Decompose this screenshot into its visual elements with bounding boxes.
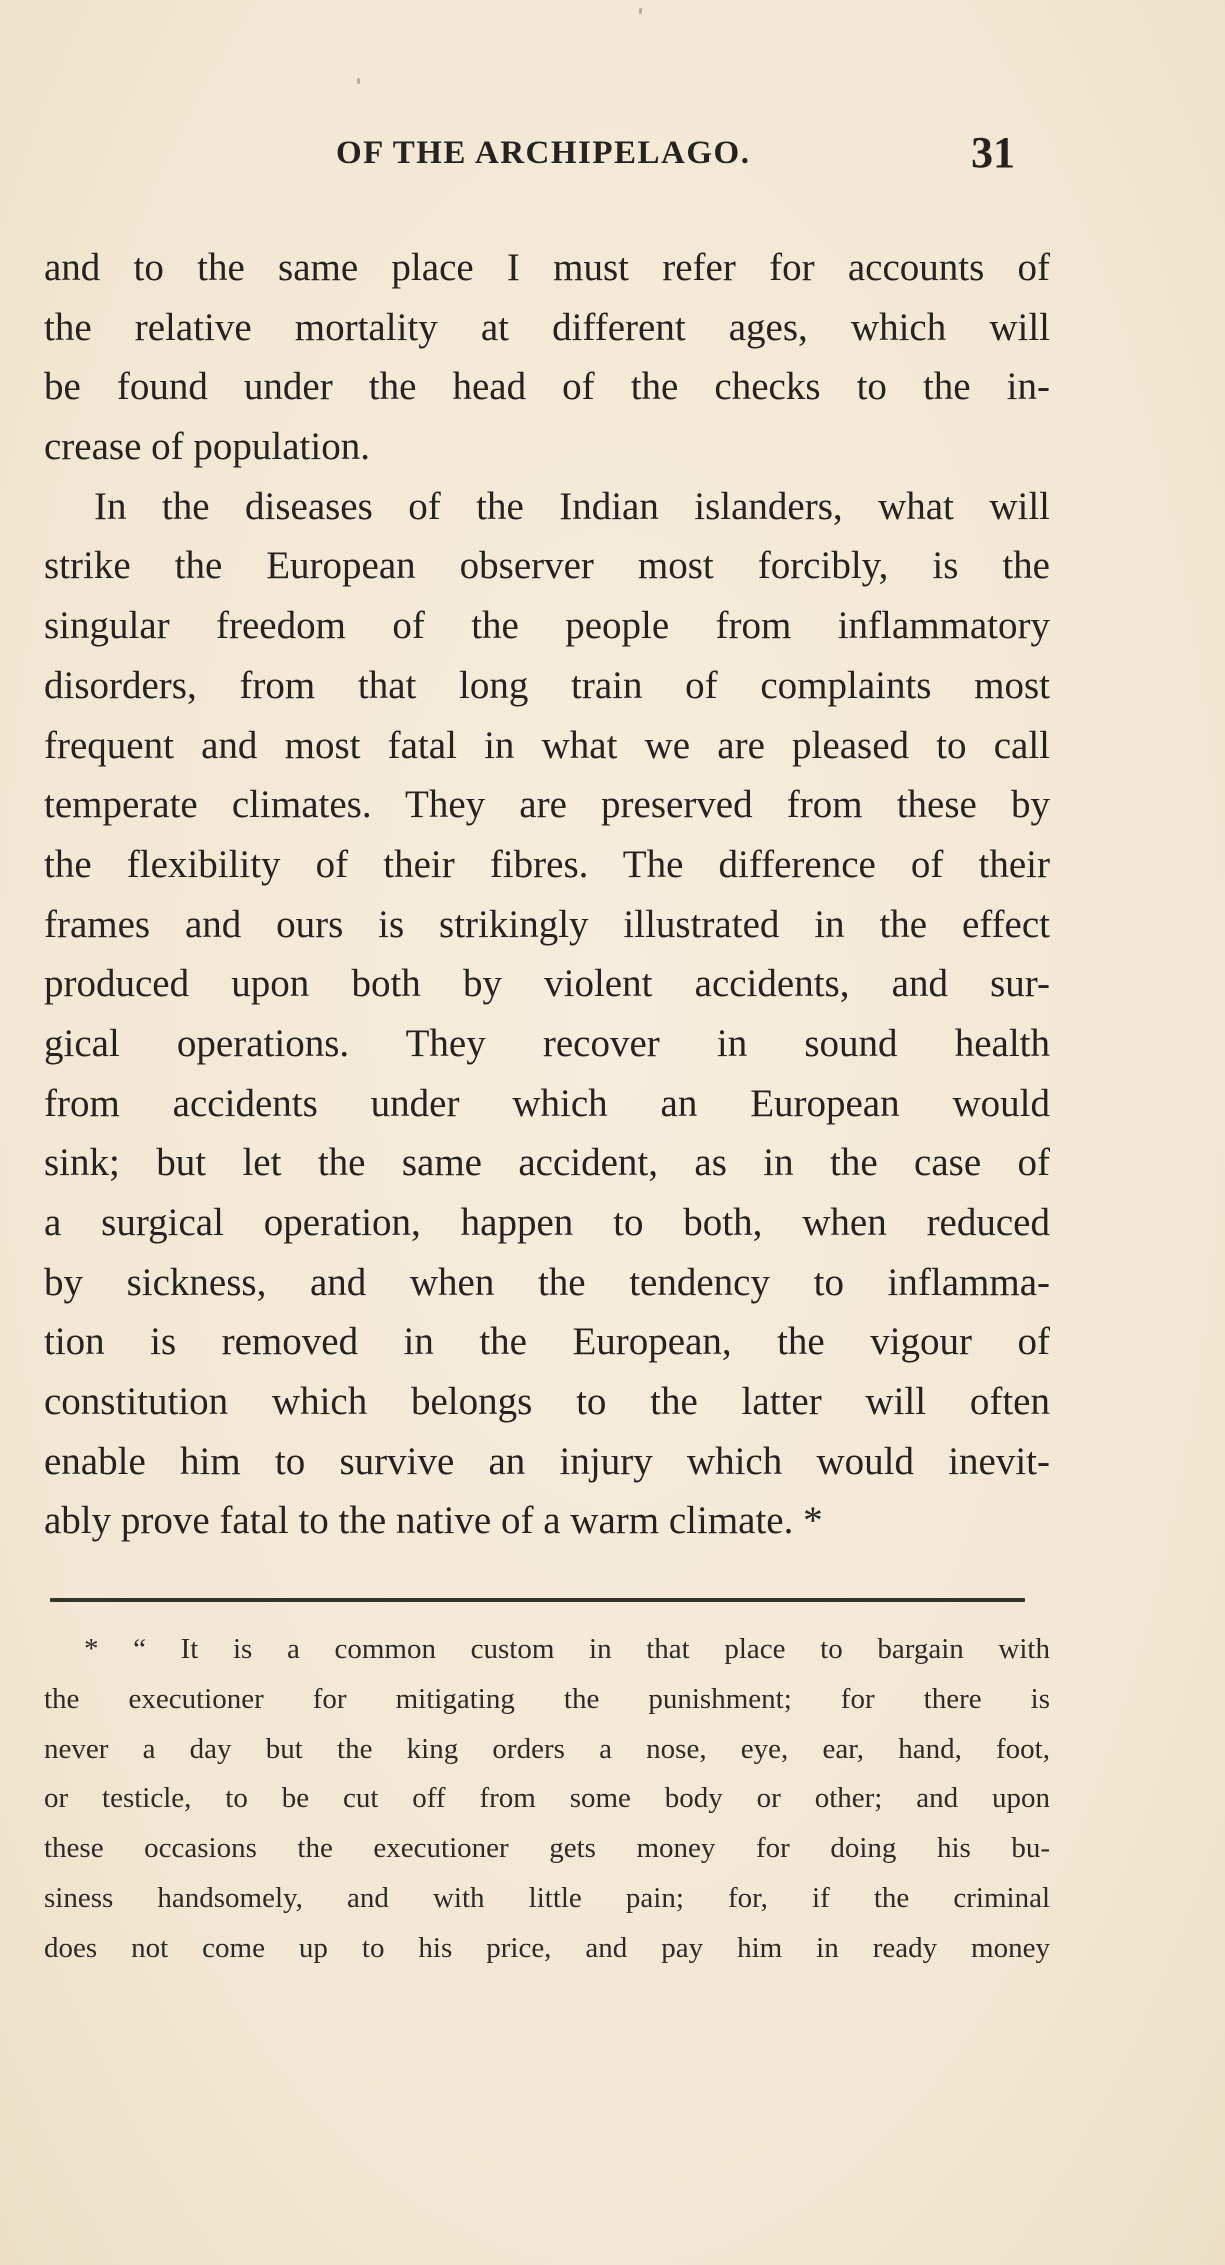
footnote-line: does not come up to his price, and pay him in ready money: [44, 1931, 1050, 1964]
text-line: frames and ours is strikingly illustrated in the effect: [44, 902, 1050, 946]
text-line: ably prove fatal to the native of a warm climate. *: [44, 1499, 823, 1543]
text-line: produced upon both by violent accidents, and sur-: [44, 962, 1050, 1006]
paragraph-start-line: In the diseases of the Indian islanders, what will: [94, 484, 1050, 528]
running-title: OF THE ARCHIPELAGO.: [336, 135, 751, 171]
footnote-rule: [50, 1598, 1025, 1602]
text-line: by sickness, and when the tendency to inflamma-: [44, 1260, 1050, 1304]
text-line: temperate climates. They are preserved from these by: [44, 783, 1050, 827]
text-line: frequent and most fatal in what we are pleased to call: [44, 723, 1050, 767]
footnote-line: * “ It is a common custom in that place to bargain with: [84, 1633, 1050, 1665]
text-line: crease of population.: [44, 425, 370, 469]
text-line: and to the same place I must refer for accounts of: [44, 246, 1050, 289]
text-line: gical operations. They recover in sound health: [44, 1021, 1050, 1065]
text-line: disorders, from that long train of complaints most: [44, 663, 1050, 707]
footnote: [44, 1625, 1050, 1974]
text-line: enable him to survive an injury which would inevit-: [44, 1439, 1050, 1483]
text-line: a surgical operation, happen to both, when reduced: [44, 1201, 1050, 1244]
running-header: [0, 128, 1225, 185]
footnote-line: or testicle, to be cut off from some body or other; and upon: [44, 1782, 1050, 1815]
text-line: singular freedom of the people from inflammatory: [44, 604, 1050, 648]
body-text: [44, 238, 1050, 1551]
text-line: from accidents under which an European would: [44, 1081, 1050, 1125]
text-line: tion is removed in the European, the vigour of: [44, 1320, 1050, 1364]
text-line: constitution which belongs to the latter will often: [44, 1380, 1050, 1424]
text-line: strike the European observer most forcibly, is the: [44, 544, 1050, 588]
page-number: 31: [971, 128, 1015, 177]
text-line: the flexibility of their fibres. The difference of their: [44, 842, 1050, 886]
text-line: be found under the head of the checks to the in-: [44, 365, 1050, 409]
footnote-line: these occasions the executioner gets money for doing his bu-: [44, 1832, 1050, 1865]
ink-speck: [639, 8, 642, 14]
footnote-line: siness handsomely, and with little pain; for, if the criminal: [44, 1881, 1050, 1914]
ink-speck: [357, 78, 360, 84]
text-line: sink; but let the same accident, as in the case of: [44, 1141, 1050, 1185]
text-line: the relative mortality at different ages, which will: [44, 305, 1050, 349]
footnote-line: the executioner for mitigating the punishment; for there is: [44, 1682, 1050, 1715]
footnote-line: never a day but the king orders a nose, eye, ear, hand, foot,: [44, 1732, 1050, 1765]
